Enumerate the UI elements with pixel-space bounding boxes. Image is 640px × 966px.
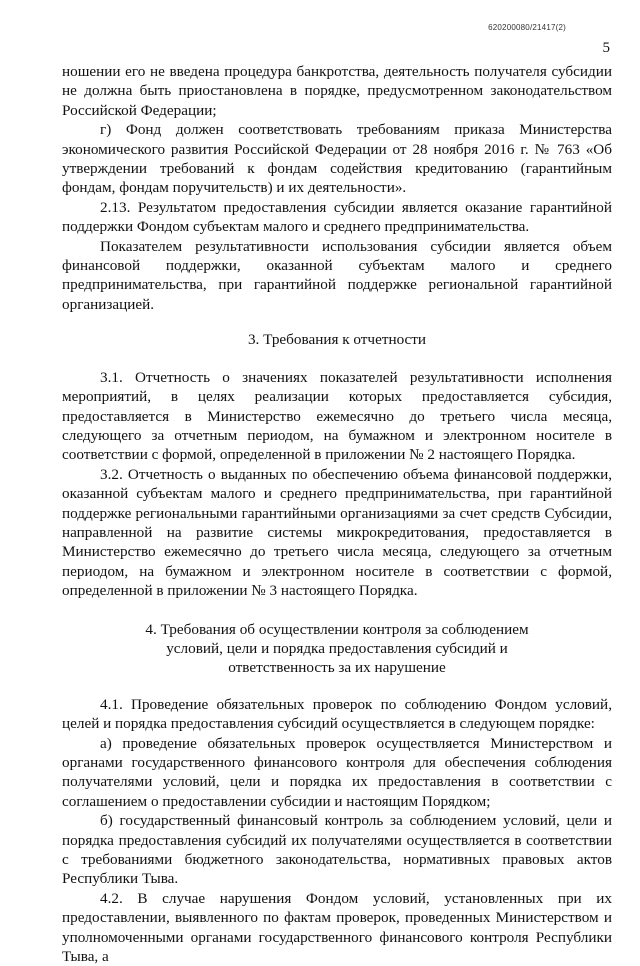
paragraph-3-1: 3.1. Отчетность о значениях показателей результативности исполнения мероприятий, в целях реализации которых предоставляется субсидия, предоставляется в Министерство ежемесячно до третьего числа месяца, следующего за отчетным периодом, на бумажном и электронном носителе в соответствии с формой, определенной в приложении № 2 настоящего Порядка. [62, 368, 612, 464]
document-id: 620200080/21417(2) [488, 23, 566, 32]
paragraph-item-g: г) Фонд должен соответствовать требованиям приказа Министерства экономического развития Российской Федерации от 28 ноября 2016 г. № 763 «Об утверждении требований к фондам содействия кредитованию (гарантийным фондам, фондам поручительств) и их деятельности». [62, 121, 612, 197]
section-3-heading: 3. Требования к отчетности [247, 331, 427, 349]
paragraph-continuation: ношении его не введена процедура банкротства, деятельность получателя субсидии не должна быть приостановлена в порядке, предусмотренном законодательством Российской Федерации; [62, 63, 612, 119]
section-4-heading-line: 4. Требования об осуществлении контроля за соблюдением [145, 620, 529, 638]
paragraph-item-b: б) государственный финансовый контроль за соблюдением условий, цели и порядка предоставления субсидий их получателями осуществляется в соответствии с требованиями бюджетного законодательства, нормативных правовых актов Республики Тыва. [62, 812, 612, 888]
section-4-heading-line: ответственность за их нарушение [228, 659, 446, 677]
paragraph-item-a: а) проведение обязательных проверок осуществляется Министерством и органами государственного финансового контроля для обеспечения соблюдения получателями условий, цели и порядка их предоставления в соответствии с соглашением о предоставлении субсидии и настоящим Порядком; [62, 734, 612, 810]
paragraph-performance-indicator: Показателем результативности использования субсидии является объем финансовой поддержки, оказанной субъектам малого и среднего предпринимательства, при гарантийной поддержке региональной гарантийной организацией. [62, 237, 612, 313]
paragraph-4-2: 4.2. В случае нарушения Фондом условий, установленных при их предоставлении, выявленного по фактам проверок, проведенных Министерством и уполномоченными органами государственного финансового контроля Республики Тыва, а [62, 889, 612, 966]
section-4-heading [62, 620, 612, 678]
section-4-heading-line: условий, цели и порядка предоставления субсидий и [166, 639, 508, 657]
paragraph-3-2: 3.2. Отчетность о выданных по обеспечению объема финансовой поддержки, оказанной субъектам малого и среднего предпринимательства, при гарантийной поддержке региональными гарантийными организациями за счет средств Субсидии, направленной на развитие системы микрокредитования, предоставляется в Министерство ежемесячно до третьего числа месяца, следующего за отчетным периодом, на бумажном и электронном носителе в соответствии с формой, определенной в приложении № 3 настоящего Порядка. [62, 465, 612, 600]
paragraph-2-13: 2.13. Результатом предоставления субсидии является оказание гарантийной поддержки Фондом субъектам малого и среднего предпринимательства. [62, 198, 612, 236]
paragraph-4-1: 4.1. Проведение обязательных проверок по соблюдению Фондом условий, целей и порядка предоставления субсидий осуществляется в следующем порядке: [62, 695, 612, 733]
document-body [62, 62, 612, 966]
page-number: 5 [602, 40, 610, 56]
